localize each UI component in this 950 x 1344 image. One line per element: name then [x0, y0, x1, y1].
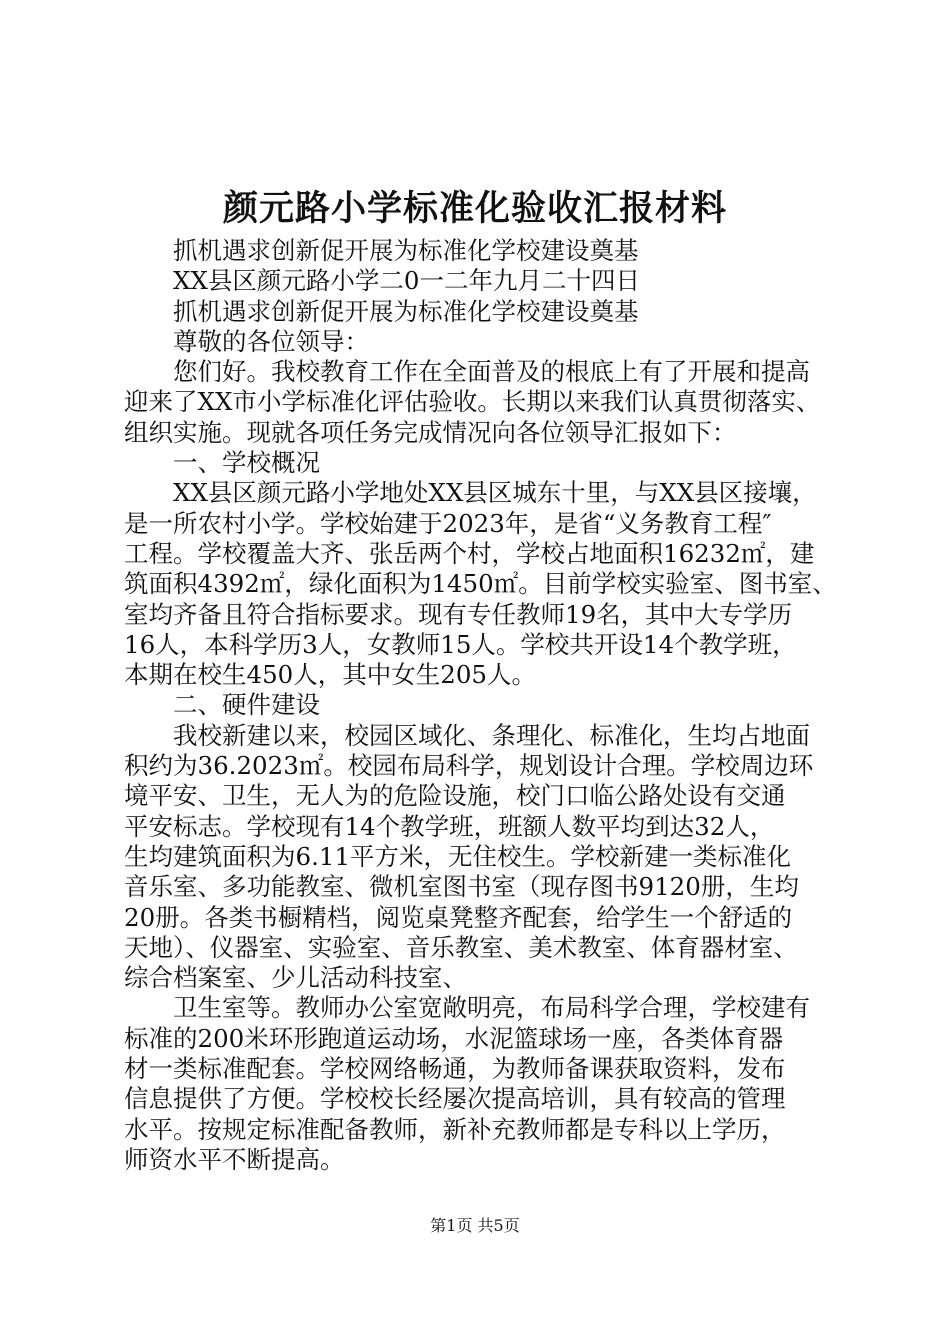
body-line: 组织实施。现就各项任务完成情况向各位领导汇报如下： — [124, 417, 737, 447]
body-line: 我校新建以来，校园区域化、条理化、标准化，生均占地面 — [124, 720, 810, 750]
body-line: 平安标志。学校现有14个教学班，班额人数平均到达32人， — [124, 811, 775, 841]
body-line: 天地）、仪器室、实验室、音乐教室、美术教室、体育器材室、 — [124, 932, 798, 962]
body-line: 抓机遇求创新促开展为标准化学校建设奠基 — [124, 236, 639, 265]
page-footer: 第1页 共5页 — [430, 1216, 520, 1235]
body-line: 迎来了XX市小学标准化评估验收。长期以来我们认真贯彻落实、 — [124, 387, 821, 417]
body-line: 尊敬的各位领导： — [124, 326, 369, 356]
body-line: 您们好。我校教育工作在全面普及的根底上有了开展和提高 — [124, 357, 810, 387]
body-line: 16人，本科学历3人，女教师15人。学校共开设14个教学班， — [124, 629, 797, 659]
body-line: 音乐室、多功能教室、微机室图书室（现存图书9120册，生均 — [124, 872, 799, 902]
document-body — [124, 236, 854, 1175]
section-heading: 一、学校概况 — [124, 448, 320, 478]
body-line: 抓机遇求创新促开展为标准化学校建设奠基 — [124, 296, 639, 326]
body-line: XX县区颜元路小学二0一二年九月二十四日 — [124, 266, 640, 296]
body-line: 20册。各类书橱精档，阅览桌凳整齐配套，给学生一个舒适的 — [124, 902, 793, 932]
body-line: 卫生室等。教师办公室宽敞明亮，布局科学合理，学校建有 — [124, 993, 810, 1023]
body-line: 室均齐备且符合指标要求。现有专任教师19名，其中大专学历 — [124, 599, 793, 629]
body-line: 师资水平不断提高。 — [124, 1144, 345, 1174]
document-title: 颜元路小学标准化验收汇报材料 — [222, 188, 727, 229]
section-heading: 二、硬件建设 — [124, 690, 320, 720]
body-line: 境平安、卫生，无人为的危险设施，校门口临公路处设有交通 — [124, 781, 786, 811]
body-line: 筑面积4392㎡，绿化面积为1450㎡。目前学校实验室、图书室、 — [124, 569, 837, 599]
body-line: 综合档案室、少儿活动科技室、 — [124, 963, 467, 993]
body-line: 是一所农村小学。学校始建于2023年，是省“义务教育工程″ — [124, 508, 772, 538]
body-line: 本期在校生450人，其中女生205人。 — [124, 660, 537, 690]
body-line: 标准的200米环形跑道运动场，水泥篮球场一座，各类体育器 — [124, 1023, 784, 1053]
body-line: 积约为36.2023㎡。校园布局科学，规划设计合理。学校周边环 — [124, 751, 814, 781]
body-line: 材一类标准配套。学校网络畅通，为教师备课获取资料，发布 — [124, 1054, 786, 1084]
body-line: 水平。按规定标准配备教师，新补充教师都是专科以上学历， — [124, 1114, 786, 1144]
body-line: 工程。学校覆盖大齐、张岳两个村，学校占地面积16232㎡，建 — [124, 538, 815, 568]
body-line: 信息提供了方便。学校校长经屡次提高培训，具有较高的管理 — [124, 1084, 786, 1114]
body-line: 生均建筑面积为6.11平方米，无住校生。学校新建一类标准化 — [124, 841, 792, 871]
body-line: XX县区颜元路小学地处XX县区城东十里，与XX县区接壤， — [124, 478, 817, 508]
